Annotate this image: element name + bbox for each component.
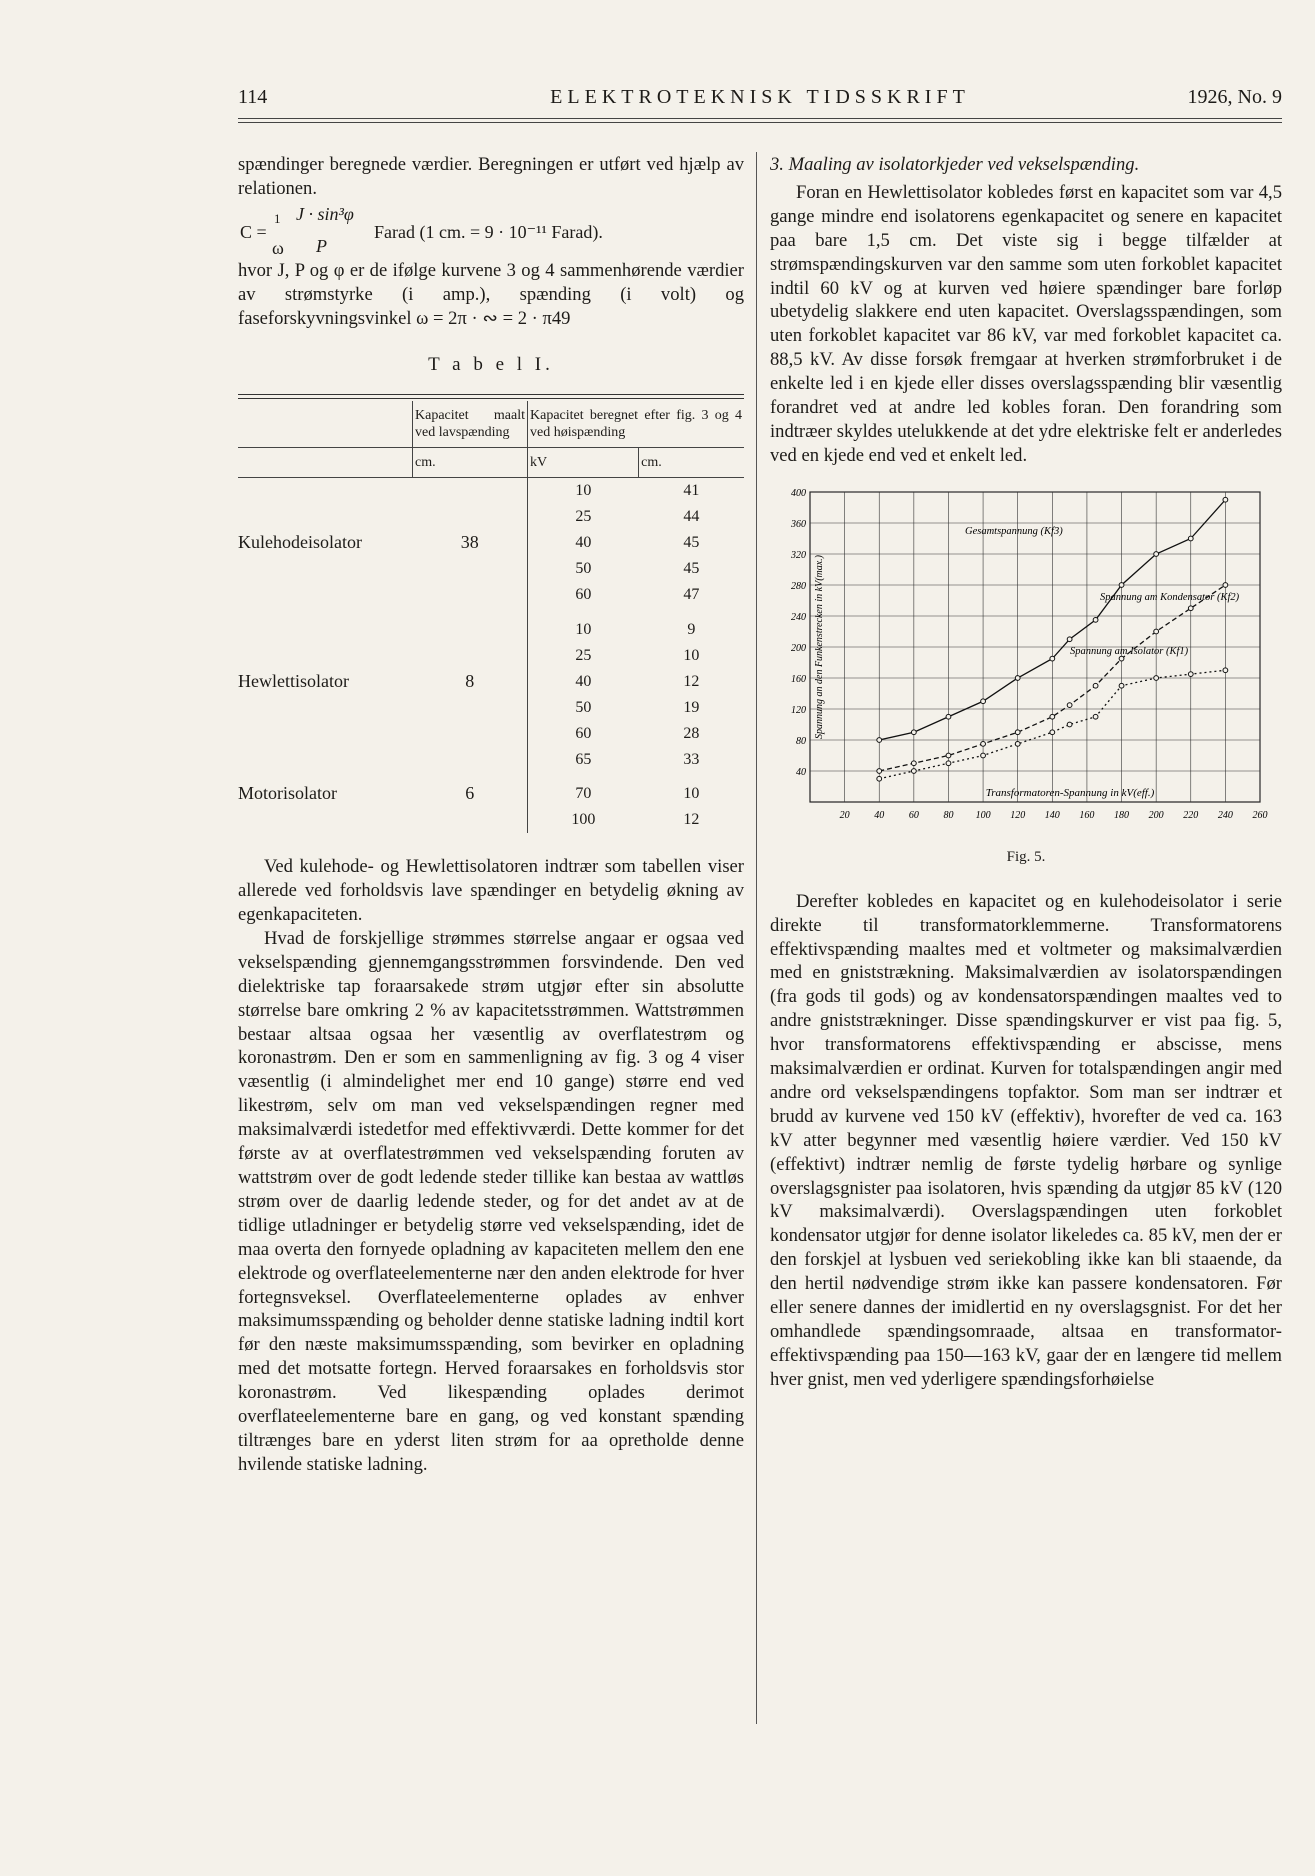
data-point <box>1015 730 1020 735</box>
figure-5 <box>770 482 1282 838</box>
series-label: Gesamtspannung (Kf3) <box>965 525 1063 537</box>
voltage-kv: 25 <box>528 643 639 669</box>
y-tick-label: 320 <box>791 549 806 561</box>
x-tick-label: 160 <box>1079 809 1095 821</box>
capacitance-formula <box>238 205 744 259</box>
voltage-kv: 40 <box>528 530 639 556</box>
table-row <box>238 582 744 608</box>
computed-capacity: 41 <box>683 482 700 500</box>
voltage-kv: 10 <box>528 478 639 504</box>
measured-capacity: 38 <box>460 532 479 553</box>
x-tick-label: 20 <box>839 809 850 821</box>
data-point <box>1050 730 1055 735</box>
y-tick-label: 400 <box>791 487 806 499</box>
table-row <box>238 608 744 643</box>
left-column <box>238 153 744 1477</box>
data-point <box>1093 617 1098 622</box>
data-point <box>981 753 986 758</box>
journal-title: ELEKTROTEKNISK TIDSSKRIFT <box>550 86 970 108</box>
header-rule-2 <box>238 122 1282 123</box>
data-point <box>877 776 882 781</box>
computed-capacity: 28 <box>683 724 700 742</box>
data-point <box>877 768 882 773</box>
figure-caption: Fig. 5. <box>1006 848 1046 865</box>
computed-capacity: 12 <box>683 672 700 690</box>
y-tick-label: 240 <box>791 611 806 623</box>
data-point <box>1223 668 1228 673</box>
data-point <box>1050 714 1055 719</box>
right-column <box>770 153 1282 1392</box>
unit-cm-2: cm. <box>639 448 744 478</box>
insulator-name: Kulehodeisolator <box>238 532 362 553</box>
formula-den2: P <box>316 235 327 256</box>
data-point <box>1188 606 1193 611</box>
voltage-kv: 100 <box>528 807 639 833</box>
series-label: Spannung am Isolator (Kf1) <box>1070 645 1189 657</box>
data-point <box>1154 551 1159 556</box>
data-point <box>1067 637 1072 642</box>
voltage-kv: 60 <box>528 582 639 608</box>
computed-capacity: 10 <box>683 646 700 664</box>
formula-den1: ω <box>272 237 284 258</box>
voltage-kv: 50 <box>528 695 639 721</box>
section-heading: 3. Maaling av isolatorkjeder ved vekselspænding. <box>770 154 1140 175</box>
data-point <box>911 730 916 735</box>
column-divider <box>756 152 757 1724</box>
y-tick-label: 40 <box>796 766 806 778</box>
formula-explanation: hvor J, P og φ er de ifølge kurvene 3 og 4 sammenhørende værdier av strømstyrke (i amp.), spænding (i volt) og faseforskyvningsvinkel ω = 2π · ∾ = 2 · π49 <box>238 259 744 329</box>
x-tick-label: 100 <box>975 809 991 821</box>
table-row <box>238 478 744 504</box>
right-paragraph-2: Derefter kobledes en kapacitet og en kulehodeisolator i serie direkte til transformatorklemmerne. Transformatorens effektivspænding maaltes med et voltmeter og maksimalværdien med en gniststrækning. Maksimalværdien av isolatorspændingen (fra gods til gods) og av kondensatorspændingen maaltes ved to andre gniststrækninger. Disse spændingskurver er vist paa fig. 5, hvor transformatorens effektivspænding er abscisse, mens maksimalværdien er ordinat. Kurven for totalspændingen angir med andre ord vekselspændingens topfaktor. Som man ser indtrær et brudd av kurvene ved 150 kV (effektiv), hvorefter de ved ca. 163 kV atter begynner med væsentlig høiere værdier. Ved 150 kV (effektivt) indtrær nemlig de første tydelig hørbare og synlige overslagsgnister paa isolatoren, hvis spænding da utgjør 85 kV (120 kV maksimalværdi). Overslagspændingen uten forkoblet kondensator utgjør for denne isolator likeledes ca. 85 kV, men der er den forskjel at lysbuen ved seriekobling ikke kan bli staaende, da den hertil nødvendige strøm ikke kan passere kondensatoren. Før eller senere dannes der imidlertid en ny overslagsgnist. For det her omhandlede spændingsomraade, altsaa en transformator-effektivspænding paa 150—163 kV, gaar der en længere tid mellem hver gnist, men ved yderligere spændingsforhøielse <box>770 890 1282 1390</box>
data-point <box>1015 675 1020 680</box>
x-tick-label: 40 <box>874 809 885 821</box>
data-point <box>1093 714 1098 719</box>
data-point <box>1154 675 1159 680</box>
table-row <box>238 747 744 773</box>
page-number: 114 <box>238 86 268 108</box>
fig5-chart <box>770 482 1282 838</box>
measured-capacity: 8 <box>465 670 475 691</box>
data-point <box>911 768 916 773</box>
y-tick-label: 200 <box>791 642 806 654</box>
x-tick-label: 140 <box>1044 809 1060 821</box>
unit-kv: kV <box>528 448 639 478</box>
computed-capacity: 45 <box>683 560 700 578</box>
paragraph-1: Ved kulehode- og Hewlettisolatoren indtrær som tabellen viser allerede ved forholdsvis lave spændinger en betydelig økning av egenkapaciteten. <box>238 856 744 926</box>
voltage-kv: 50 <box>528 556 639 582</box>
data-point <box>1067 722 1072 727</box>
col-computed-header: Kapacitet beregnet efter fig. 3 og 4 ved høispænding <box>528 401 745 448</box>
table-row <box>238 643 744 669</box>
data-point <box>1223 582 1228 587</box>
y-tick-label: 360 <box>791 518 806 530</box>
data-point <box>1093 683 1098 688</box>
y-tick-label: 120 <box>791 704 806 716</box>
computed-capacity: 44 <box>683 508 700 526</box>
data-point <box>1188 672 1193 677</box>
data-point <box>877 737 882 742</box>
unit-cm-1: cm. <box>413 448 528 478</box>
formula-num2: J · sin³φ <box>296 203 354 224</box>
formula-unit: Farad (1 cm. = 9 · 10⁻¹¹ Farad). <box>374 221 603 242</box>
data-point <box>981 699 986 704</box>
right-paragraph-1: Foran en Hewlettisolator kobledes først en kapacitet som var 4,5 gange mindre end isolatorens egenkapacitet og senere en kapacitet paa bare 1,5 cm. Det viste sig i begge tilfælder at strømspændingskurven var den samme som uten forkoblet kapacitet indtil 60 kV og at kurven ved høiere spændinger bare forløp ubetydelig slakkere end uten kapacitet. Overslagsspændingen, som uten forkoblet kapacitet var 86 kV, var med forkoblet kapacitet ca. 88,5 kV. Av disse forsøk fremgaar at hverken strømforbruket i de enkelte led i en kjede eller disses overslagsspænding blir væsentlig forandret ved at andre led kobles foran. Den forandring som indtræer skyldes utelukkende at det ydre elektriske felt er anderledes ved en kjede end ved et enkelt led. <box>770 181 1282 466</box>
data-point <box>1050 656 1055 661</box>
x-tick-label: 260 <box>1252 809 1268 821</box>
x-tick-label: 180 <box>1114 809 1130 821</box>
data-point <box>1015 741 1020 746</box>
formula-lhs: C = <box>240 221 267 242</box>
table-row <box>238 695 744 721</box>
formula-num1: 1 <box>274 210 281 226</box>
voltage-kv: 10 <box>528 608 639 643</box>
table-row <box>238 807 744 833</box>
data-point <box>946 761 951 766</box>
x-tick-label: 240 <box>1217 809 1233 821</box>
x-tick-label: 60 <box>908 809 919 821</box>
x-tick-label: 200 <box>1148 809 1164 821</box>
table-row <box>238 721 744 747</box>
insulator-name: Hewlettisolator <box>238 670 349 691</box>
intro-text: spændinger beregnede værdier. Beregningen er utført ved hjælp av relationen. <box>238 154 744 199</box>
x-tick-label: 120 <box>1010 809 1026 821</box>
table-row <box>238 772 744 807</box>
data-point <box>911 761 916 766</box>
capacity-table <box>238 401 744 833</box>
computed-capacity: 10 <box>683 785 700 803</box>
voltage-kv: 40 <box>528 669 639 695</box>
table-title: T a b e l I. <box>428 353 554 375</box>
paragraph-2: Hvad de forskjellige strømmes størrelse angaar er ogsaa ved vekselspænding gjennemgangsstrømmen forsvindende. Den ved dielektriske tap foraarsakede strøm utgjør efter sin absolutte størrelse bare omkring 2 % av kapacitetsstrømmen. Wattstrømmen bestaar altsaa ogsaa her væsentlig av overflatestrøm og koronastrøm. Den er som en sammenligning av fig. 3 og 4 viser væsentlig (i almindelighet mer end 10 gange) større end ved likestrøm, selv om man ved vekselspændingen regner med maksimalværdi istedetfor med effektivværdi. Dette kommer for det første av at overflatestrømmen ved vekselspænding foruten av wattstrøm over de godt ledende steder tillike kan bestaa av wattløs strøm over de daarlig ledende steder, og for det andet av at de tidlige utladninger er betydelig større ved vekselspænding, idet de maa overta den fornyede opladning av kapaciteten mellem den ene elektrode og overflateelementerne nær den anden elektrode for hver fortegnsveksel. Overflateelementerne oplades av enhver maksimumsspænding og beholder denne statiske ladning indtil kort før den næste maksimumsspænding, som bevirker en opladning med det motsatte fortegn. Herved foraarsakes en forholdsvis stor koronastrøm. Ved likespænding oplades derimot overflateelementerne bare en gang, og ved konstant spænding tiltrænges bare en yderst liten strøm for aa opretholde denne hvilende statiske ladning. <box>238 927 744 1475</box>
table-row <box>238 530 744 556</box>
voltage-kv: 60 <box>528 721 639 747</box>
table-row <box>238 669 744 695</box>
computed-capacity: 33 <box>683 750 700 768</box>
data-point <box>1119 683 1124 688</box>
voltage-kv: 65 <box>528 747 639 773</box>
computed-capacity: 45 <box>683 534 700 552</box>
header-rule <box>238 118 1282 119</box>
series-label: Spannung am Kondensator (Kf2) <box>1100 591 1240 603</box>
data-point <box>1188 536 1193 541</box>
computed-capacity: 12 <box>683 811 700 829</box>
insulator-name: Motorisolator <box>238 783 337 804</box>
data-point <box>1119 582 1124 587</box>
data-point <box>946 753 951 758</box>
y-tick-label: 280 <box>791 580 806 592</box>
measured-capacity: 6 <box>465 783 475 804</box>
table-top-rule <box>238 394 744 399</box>
computed-capacity: 9 <box>687 620 696 638</box>
voltage-kv: 70 <box>528 772 639 807</box>
data-point <box>946 714 951 719</box>
x-tick-label: 80 <box>943 809 954 821</box>
x-axis-label: Transformatoren-Spannung in kV(eff.) <box>985 786 1155 799</box>
y-axis-label: Spannung an den Funkenstrecken in kV(max.) <box>814 554 825 739</box>
table-row <box>238 504 744 530</box>
issue-label: 1926, No. 9 <box>1187 86 1282 108</box>
table-row <box>238 556 744 582</box>
data-point <box>1067 703 1072 708</box>
data-point <box>981 741 986 746</box>
data-point <box>1223 497 1228 502</box>
computed-capacity: 19 <box>683 698 700 716</box>
y-tick-label: 160 <box>791 673 806 685</box>
y-tick-label: 80 <box>796 735 806 747</box>
x-tick-label: 220 <box>1183 809 1199 821</box>
col-measured-header: Kapacitet maalt ved lavspænding <box>413 401 528 448</box>
voltage-kv: 25 <box>528 504 639 530</box>
computed-capacity: 47 <box>683 586 700 604</box>
data-point <box>1154 629 1159 634</box>
table-body <box>238 478 744 833</box>
